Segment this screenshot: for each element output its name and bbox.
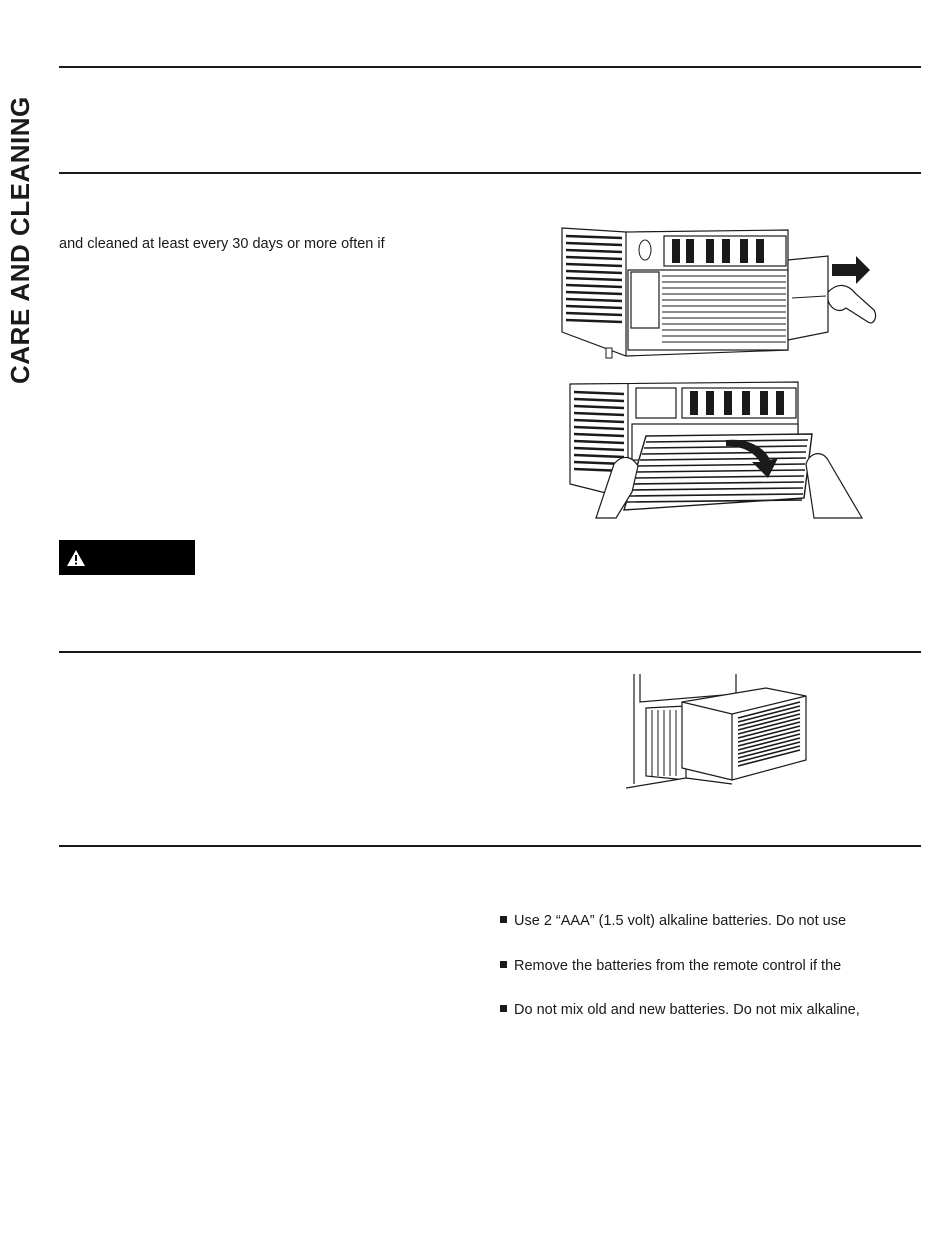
bullet-square-icon [500,961,507,968]
outdoor-grille-illustration [626,672,812,790]
divider-filter [59,172,921,174]
battery-tip-item [500,912,846,930]
warning-triangle-icon [66,549,86,567]
divider-remote [59,845,921,847]
warning-badge [59,540,195,575]
divider-top [59,66,921,68]
battery-tip-text: Remove the batteries from the remote control if the [514,958,842,974]
battery-tip-item [500,957,841,975]
battery-tip-item [500,1001,860,1019]
battery-tip-text: Use 2 “AAA” (1.5 volt) alkaline batteries. Do not use [514,913,847,929]
filter-removal-front-illustration [566,380,866,520]
filter-cleaning-text: and cleaned at least every 30 days or more often if [59,236,385,252]
bullet-square-icon [500,916,507,923]
battery-tip-text: Do not mix old and new batteries. Do not mix alkaline, [514,1002,860,1018]
filter-removal-side-illustration [556,222,888,362]
divider-grille [59,651,921,653]
section-title-vertical: CARE AND CLEANING [5,96,35,384]
bullet-square-icon [500,1005,507,1012]
